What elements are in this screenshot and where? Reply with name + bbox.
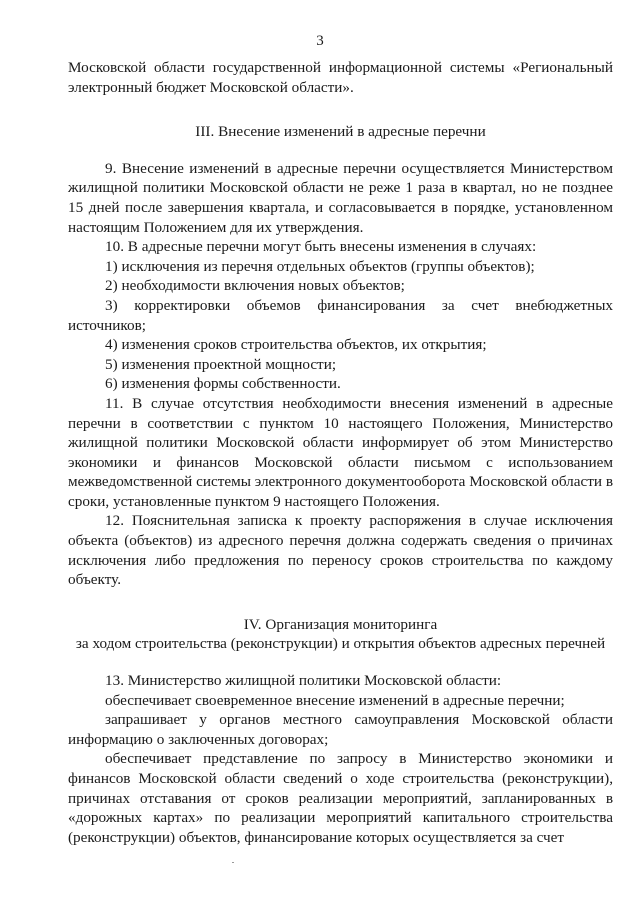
paragraph-10: 10. В адресные перечни могут быть внесены изменения в случаях: (105, 238, 537, 256)
paragraph-12: 12. Пояснительная записка к проекту распоряжения в случае исключения объекта (объектов) из адресного перечня должна содержать сведения о причинах исключения либо предложения по переносу сроков строительства по каждому объекту. (68, 512, 613, 589)
intro-paragraph: Московской области государственной информационной системы «Региональный электронный бюджет Московской области». (68, 59, 613, 96)
paragraph-13: 13. Министерство жилищной политики Московской области: (105, 672, 502, 690)
section-4-heading-line-2: за ходом строительства (реконструкции) и открытия объектов адресных перечней (75, 635, 606, 653)
list-item-6: 6) изменения формы собственности. (105, 375, 341, 393)
duty-3: обеспечивает представление по запросу в Министерство экономики и финансов Московской области сведений о ходе строительства (реконструкции), причинах отставания от сроков реализации мероприятий, запланированных в «дорожных картах» по реализации мероприятий капитального строительства (реконструкции) объектов, финансирование которых осуществляется за счет (68, 750, 613, 846)
section-3-heading: III. Внесение изменений в адресные перечни (195, 123, 486, 141)
duty-2: запрашивает у органов местного самоуправления Московской области информацию о заключенных договорах; (68, 711, 613, 748)
list-item-2: 2) необходимости включения новых объектов; (105, 277, 405, 295)
paragraph-9: 9. Внесение изменений в адресные перечни осуществляется Министерством жилищной политики Московской области не реже 1 раза в квартал, но не позднее 15 дней после завершения квартала, и согласовывается в порядке, установленном настоящим Положением для их утверждения. (68, 159, 613, 236)
paragraph-11: 11. В случае отсутствия необходимости внесения изменений в адресные перечни в соответствии с пунктом 10 настоящего Положения, Министерство жилищной политики Московской области информирует об этом Министерство экономики и финансов Московской области письмом с использованием межведомственной системы электронного документооборота Московской области в сроки, установленные пунктом 9 настоящего Положения. (68, 394, 613, 510)
scan-speck (232, 862, 234, 863)
page-number: 3 (316, 33, 324, 49)
list-item-1: 1) исключения из перечня отдельных объектов (группы объектов); (105, 257, 535, 275)
list-item-4: 4) изменения сроков строительства объектов, их открытия; (105, 336, 487, 354)
section-4-heading-line-1: IV. Организация мониторинга (243, 615, 438, 633)
document-body (68, 58, 613, 847)
duty-1: обеспечивает своевременное внесение изменений в адресные перечни; (105, 691, 565, 709)
list-item-5: 5) изменения проектной мощности; (105, 355, 337, 373)
list-item-3: 3) корректировки объемов финансирования за счет внебюджетных источников; (68, 296, 613, 334)
